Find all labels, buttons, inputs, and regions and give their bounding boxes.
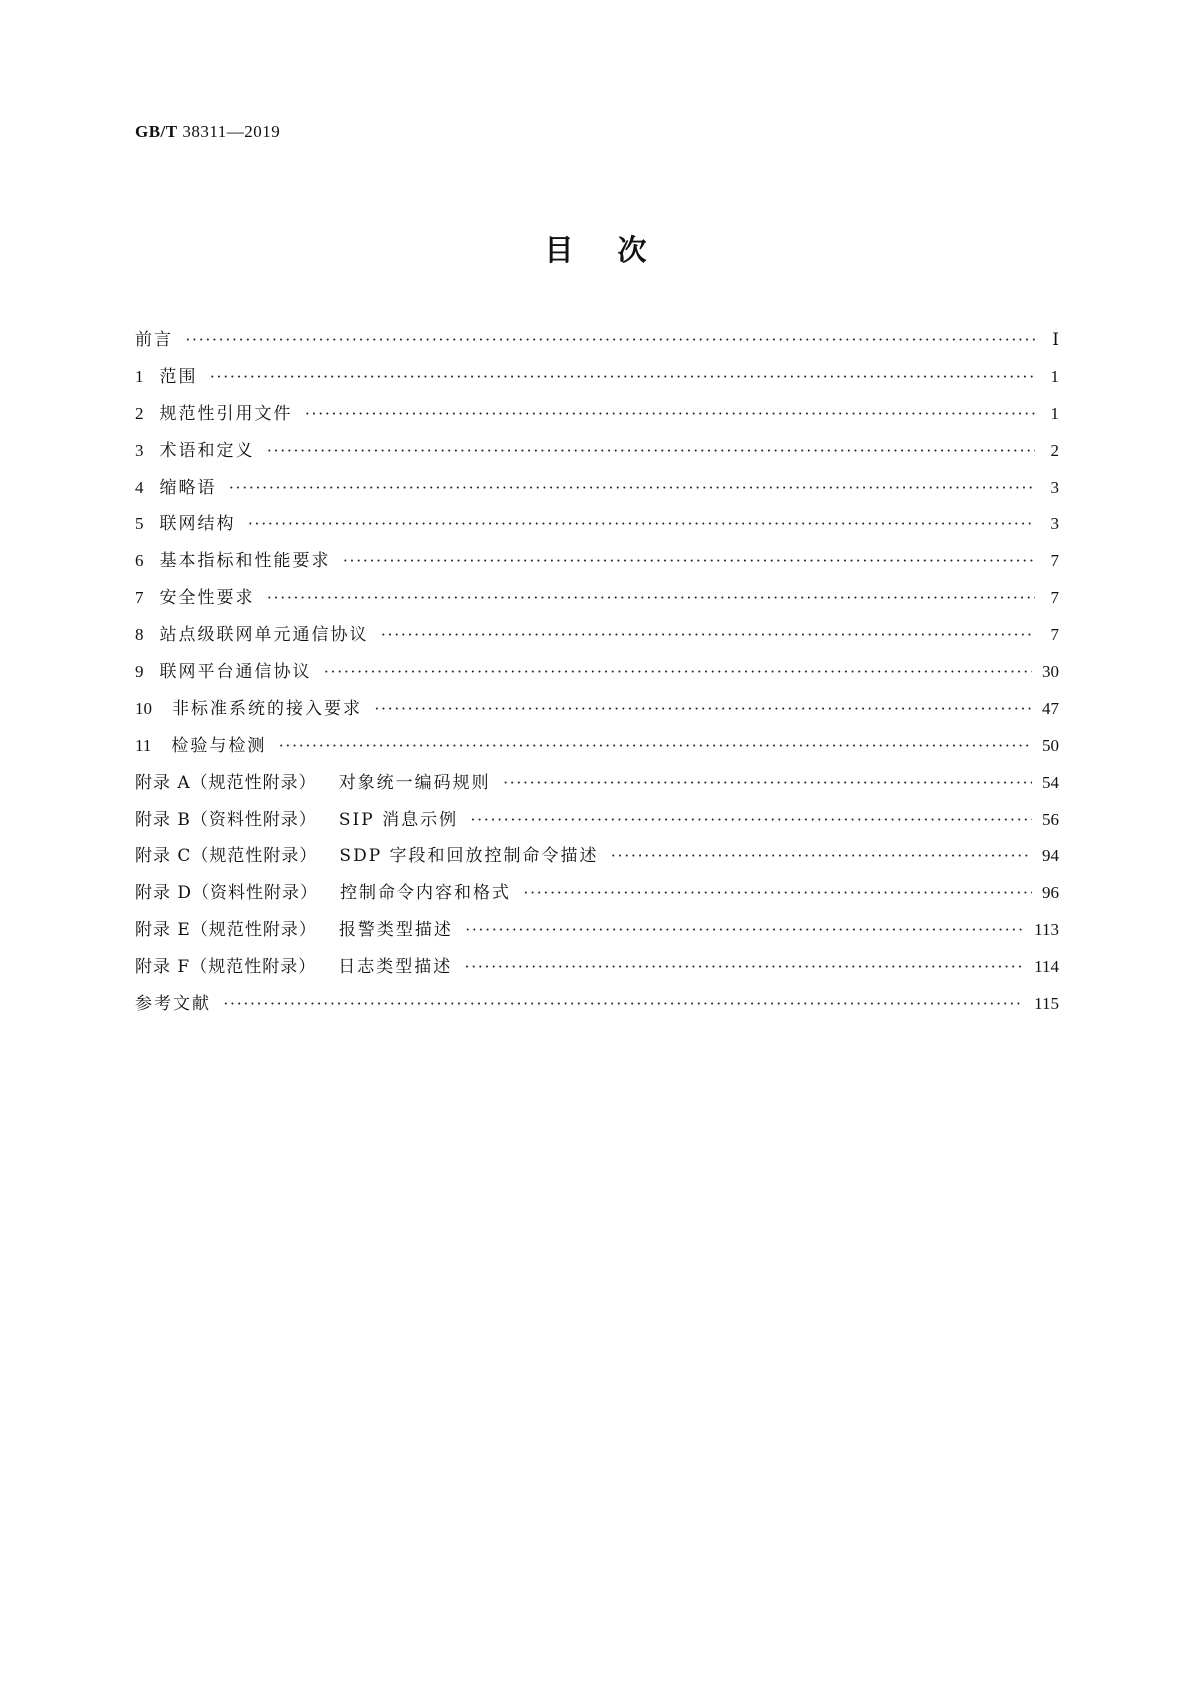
toc-entry-page: 3 (1050, 477, 1059, 497)
toc-entry-page: 115 (1034, 994, 1059, 1014)
toc-entry-number: 10 (135, 698, 152, 718)
toc-entry-appendix: 附录 C（规范性附录） (135, 846, 318, 867)
toc-leader-dots (503, 765, 1032, 802)
toc-entry-label: 日志类型描述 (338, 957, 453, 978)
toc-leader-dots (267, 433, 1036, 470)
toc-entry[interactable] (135, 470, 1059, 507)
toc-entry[interactable] (135, 875, 1059, 912)
document-code-prefix: GB/T (135, 122, 178, 141)
toc-leader-dots (465, 912, 1024, 949)
toc-entry-label: 规范性引用文件 (159, 403, 293, 424)
toc-entry[interactable] (135, 912, 1059, 949)
toc-title: 目次 (544, 233, 691, 267)
toc-entry[interactable] (135, 838, 1059, 875)
toc-entry-label: 非标准系统的接入要求 (172, 698, 362, 719)
toc-entry-page: 1 (1050, 403, 1059, 423)
toc-leader-dots (464, 949, 1024, 986)
toc-entry[interactable] (135, 433, 1059, 470)
toc-entry-label: 控制命令内容和格式 (340, 883, 512, 904)
toc-entry[interactable] (135, 359, 1059, 396)
toc-leader-dots (210, 359, 1036, 396)
toc-entry-appendix: 附录 E（规范性附录） (135, 920, 317, 941)
toc-entry-label: 缩略语 (159, 477, 217, 498)
document-code (135, 122, 280, 142)
toc-entry-label: 联网平台通信协议 (159, 662, 312, 683)
toc-entry-page: Ⅰ (1052, 330, 1059, 349)
toc-entry-page: 30 (1042, 662, 1059, 682)
toc-entry-label: 安全性要求 (159, 588, 255, 609)
toc-entry-page: 3 (1050, 514, 1059, 534)
toc-leader-dots (229, 470, 1036, 507)
toc-entry-page: 113 (1034, 920, 1059, 940)
toc-entry[interactable] (135, 986, 1059, 1023)
toc-leader-dots (185, 322, 1035, 359)
toc-leader-dots (343, 543, 1036, 580)
toc-leader-dots (381, 617, 1036, 654)
toc-leader-dots (324, 654, 1033, 691)
toc-entry-page: 7 (1050, 588, 1059, 608)
toc-entry-appendix: 附录 B（资料性附录） (135, 809, 317, 830)
toc-entry-label: SDP 字段和回放控制命令描述 (339, 846, 599, 867)
document-code-number: 38311—2019 (182, 122, 281, 141)
toc-entry-page: 96 (1042, 883, 1059, 903)
toc-entry-label: 参考文献 (135, 994, 211, 1015)
toc-entry[interactable] (135, 728, 1059, 765)
toc-leader-dots (374, 691, 1032, 728)
toc-entry-page: 2 (1050, 440, 1059, 460)
toc-entry-page: 54 (1042, 772, 1059, 792)
toc-entry-page: 50 (1042, 735, 1059, 755)
toc-leader-dots (248, 506, 1036, 543)
toc-entry-number: 2 (135, 403, 144, 423)
toc-entry-number: 6 (135, 551, 144, 571)
toc-entry-label: 前言 (135, 330, 173, 350)
toc-entry-page: 94 (1042, 846, 1059, 866)
toc-entry-page: 114 (1034, 957, 1059, 977)
toc-entry-label: 对象统一编码规则 (338, 772, 491, 793)
toc-entry-label: 基本指标和性能要求 (159, 551, 331, 572)
toc-entry[interactable] (135, 654, 1059, 691)
toc-entry-label: 术语和定义 (159, 440, 255, 461)
toc-leader-dots (267, 580, 1036, 617)
toc-entry-page: 1 (1050, 366, 1059, 386)
toc-entry-page: 7 (1050, 625, 1059, 645)
toc-entry-page: 7 (1050, 551, 1059, 571)
toc-leader-dots (611, 838, 1032, 875)
toc-entry-label: 站点级联网单元通信协议 (159, 625, 369, 646)
toc-entry[interactable] (135, 396, 1059, 433)
toc-entry[interactable] (135, 580, 1059, 617)
toc-entry-number: 5 (135, 514, 144, 534)
toc-leader-dots (305, 396, 1036, 433)
toc-entry-number: 9 (135, 662, 144, 682)
toc-entry[interactable] (135, 691, 1059, 728)
toc-leader-dots (523, 875, 1032, 912)
toc-entry[interactable] (135, 802, 1059, 839)
toc-leader-dots (470, 802, 1032, 839)
toc-entry[interactable] (135, 543, 1059, 580)
toc-entry[interactable] (135, 949, 1059, 986)
toc-entry-number: 8 (135, 625, 144, 645)
toc-entry-page: 47 (1042, 698, 1059, 718)
toc-entry[interactable] (135, 506, 1059, 543)
toc-entry[interactable] (135, 617, 1059, 654)
toc-entry[interactable] (135, 322, 1059, 359)
toc-entry-label: 报警类型描述 (338, 920, 453, 941)
toc-entry-label: 联网结构 (159, 514, 236, 535)
toc-entry-number: 4 (135, 477, 144, 497)
table-of-contents (135, 322, 1059, 1023)
toc-entry[interactable] (135, 765, 1059, 802)
toc-entry-label: 检验与检测 (171, 735, 267, 756)
toc-entry-number: 7 (135, 588, 144, 608)
toc-leader-dots (223, 986, 1024, 1023)
toc-entry-label: SIP 消息示例 (338, 809, 459, 830)
toc-entry-number: 11 (135, 735, 152, 755)
toc-entry-page: 56 (1042, 809, 1059, 829)
toc-entry-number: 1 (135, 366, 144, 386)
toc-entry-appendix: 附录 F（规范性附录） (135, 957, 317, 978)
toc-entry-label: 范围 (159, 366, 198, 387)
toc-entry-appendix: 附录 D（资料性附录） (135, 883, 319, 904)
toc-entry-number: 3 (135, 440, 144, 460)
toc-entry-appendix: 附录 A（规范性附录） (135, 772, 317, 793)
toc-leader-dots (278, 728, 1032, 765)
